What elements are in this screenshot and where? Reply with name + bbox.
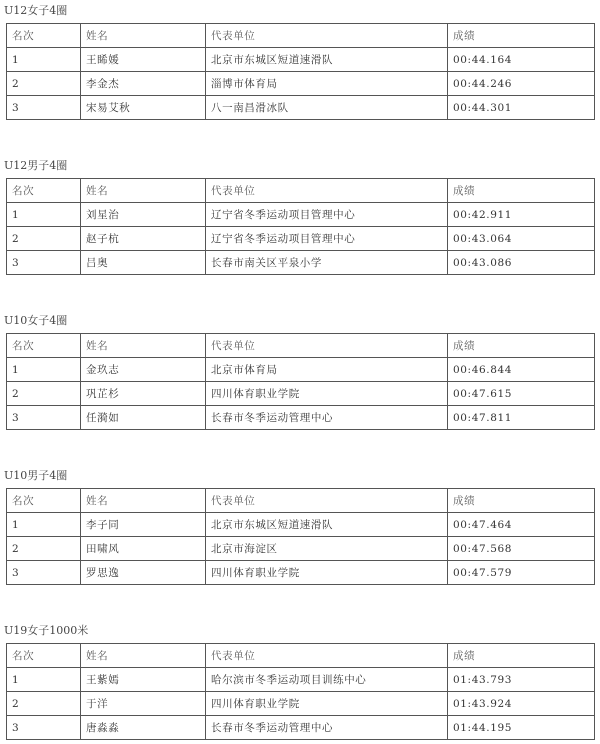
rank-cell: 3: [7, 561, 81, 585]
score-cell: 00:47.811: [448, 406, 595, 430]
table-header-row: [7, 179, 595, 203]
athlete-name-cell: 王紫嫣: [81, 668, 206, 692]
table-row: [7, 72, 595, 96]
table-row: [7, 692, 595, 716]
rank-cell: 2: [7, 227, 81, 251]
rank-cell: 3: [7, 716, 81, 740]
athlete-name-cell: 李子同: [81, 513, 206, 537]
header-rank: 名次: [7, 24, 81, 48]
athlete-name-cell: 李金杰: [81, 72, 206, 96]
unit-cell: 四川体育职业学院: [206, 692, 448, 716]
header-rank: 名次: [7, 489, 81, 513]
rank-cell: 1: [7, 48, 81, 72]
table-row: [7, 96, 595, 120]
unit-cell: 北京市东城区短道速滑队: [206, 48, 448, 72]
unit-cell: 四川体育职业学院: [206, 382, 448, 406]
event-title: U19女子1000米: [4, 624, 89, 637]
athlete-name-cell: 吕奥: [81, 251, 206, 275]
athlete-name-cell: 于洋: [81, 692, 206, 716]
header-unit: 代表单位: [206, 24, 448, 48]
table-row: [7, 716, 595, 740]
rank-cell: 1: [7, 358, 81, 382]
table-row: [7, 358, 595, 382]
athlete-name-cell: 宋易艾秋: [81, 96, 206, 120]
athlete-name-cell: 金玖志: [81, 358, 206, 382]
header-name: 姓名: [81, 644, 206, 668]
results-table: [6, 333, 595, 430]
table-row: [7, 203, 595, 227]
header-unit: 代表单位: [206, 489, 448, 513]
rank-cell: 1: [7, 668, 81, 692]
event-title: U12男子4圈: [4, 159, 68, 172]
rank-cell: 1: [7, 513, 81, 537]
score-cell: 00:44.246: [448, 72, 595, 96]
score-cell: 00:42.911: [448, 203, 595, 227]
results-table: [6, 23, 595, 120]
score-cell: 00:47.579: [448, 561, 595, 585]
unit-cell: 辽宁省冬季运动项目管理中心: [206, 203, 448, 227]
header-rank: 名次: [7, 179, 81, 203]
header-unit: 代表单位: [206, 179, 448, 203]
unit-cell: 哈尔滨市冬季运动项目训练中心: [206, 668, 448, 692]
table-row: [7, 48, 595, 72]
table-row: [7, 537, 595, 561]
header-score: 成绩: [448, 489, 595, 513]
table-row: [7, 561, 595, 585]
score-cell: 00:47.464: [448, 513, 595, 537]
results-table: [6, 643, 595, 740]
table-header-row: [7, 644, 595, 668]
score-cell: 00:47.568: [448, 537, 595, 561]
unit-cell: 八一南昌滑冰队: [206, 96, 448, 120]
results-table: [6, 488, 595, 585]
header-score: 成绩: [448, 179, 595, 203]
header-unit: 代表单位: [206, 644, 448, 668]
score-cell: 00:44.164: [448, 48, 595, 72]
header-name: 姓名: [81, 24, 206, 48]
header-rank: 名次: [7, 334, 81, 358]
score-cell: 01:43.924: [448, 692, 595, 716]
table-row: [7, 668, 595, 692]
athlete-name-cell: 田啸风: [81, 537, 206, 561]
score-cell: 01:44.195: [448, 716, 595, 740]
unit-cell: 长春市冬季运动管理中心: [206, 406, 448, 430]
unit-cell: 北京市海淀区: [206, 537, 448, 561]
event-title: U10男子4圈: [4, 469, 68, 482]
rank-cell: 2: [7, 537, 81, 561]
athlete-name-cell: 唐淼淼: [81, 716, 206, 740]
event-title: U10女子4圈: [4, 314, 68, 327]
table-row: [7, 251, 595, 275]
rank-cell: 3: [7, 251, 81, 275]
unit-cell: 北京市体育局: [206, 358, 448, 382]
athlete-name-cell: 赵子杭: [81, 227, 206, 251]
rank-cell: 2: [7, 72, 81, 96]
unit-cell: 长春市冬季运动管理中心: [206, 716, 448, 740]
athlete-name-cell: 刘星治: [81, 203, 206, 227]
unit-cell: 长春市南关区平泉小学: [206, 251, 448, 275]
score-cell: 00:44.301: [448, 96, 595, 120]
rank-cell: 2: [7, 692, 81, 716]
table-row: [7, 227, 595, 251]
score-cell: 00:46.844: [448, 358, 595, 382]
header-name: 姓名: [81, 334, 206, 358]
table-row: [7, 513, 595, 537]
header-score: 成绩: [448, 24, 595, 48]
rank-cell: 2: [7, 382, 81, 406]
header-rank: 名次: [7, 644, 81, 668]
score-cell: 00:43.064: [448, 227, 595, 251]
rank-cell: 1: [7, 203, 81, 227]
athlete-name-cell: 任漪如: [81, 406, 206, 430]
table-header-row: [7, 489, 595, 513]
unit-cell: 辽宁省冬季运动项目管理中心: [206, 227, 448, 251]
event-title: U12女子4圈: [4, 4, 68, 17]
unit-cell: 四川体育职业学院: [206, 561, 448, 585]
table-row: [7, 406, 595, 430]
athlete-name-cell: 王睎媛: [81, 48, 206, 72]
athlete-name-cell: 罗思逸: [81, 561, 206, 585]
score-cell: 00:47.615: [448, 382, 595, 406]
header-unit: 代表单位: [206, 334, 448, 358]
score-cell: 00:43.086: [448, 251, 595, 275]
score-cell: 01:43.793: [448, 668, 595, 692]
rank-cell: 3: [7, 96, 81, 120]
header-score: 成绩: [448, 334, 595, 358]
table-header-row: [7, 24, 595, 48]
table-row: [7, 382, 595, 406]
results-table: [6, 178, 595, 275]
unit-cell: 淄博市体育局: [206, 72, 448, 96]
header-name: 姓名: [81, 179, 206, 203]
athlete-name-cell: 巩芷杉: [81, 382, 206, 406]
rank-cell: 3: [7, 406, 81, 430]
header-name: 姓名: [81, 489, 206, 513]
unit-cell: 北京市东城区短道速滑队: [206, 513, 448, 537]
header-score: 成绩: [448, 644, 595, 668]
table-header-row: [7, 334, 595, 358]
